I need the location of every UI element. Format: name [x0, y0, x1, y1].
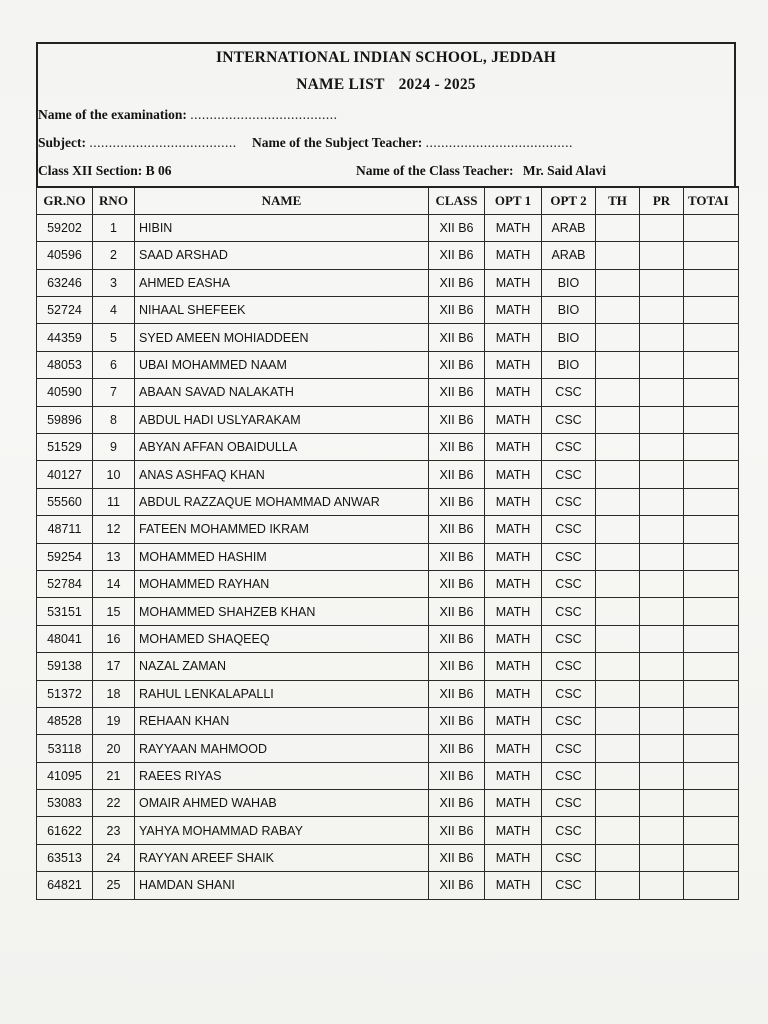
th-mark-cell: [596, 543, 640, 570]
rno-cell: 24: [93, 844, 135, 871]
th-mark-cell: [596, 351, 640, 378]
rno-cell: 7: [93, 379, 135, 406]
class-cell: XII B6: [429, 570, 485, 597]
opt1-cell: MATH: [485, 434, 542, 461]
pr-mark-cell: [640, 817, 684, 844]
name-cell: ABDUL RAZZAQUE MOHAMMAD ANWAR: [135, 488, 429, 515]
subject-line: [38, 135, 237, 151]
table-row: [37, 735, 739, 762]
table-row: [37, 324, 739, 351]
th-mark-cell: [596, 297, 640, 324]
table-row: [37, 872, 739, 899]
col-pr-header: PR: [640, 187, 684, 214]
pr-mark-cell: [640, 680, 684, 707]
opt2-cell: CSC: [542, 406, 596, 433]
name-cell: UBAI MOHAMMED NAAM: [135, 351, 429, 378]
pr-mark-cell: [640, 844, 684, 871]
class-cell: XII B6: [429, 762, 485, 789]
subject-teacher-line: [252, 135, 573, 151]
opt2-cell: BIO: [542, 351, 596, 378]
th-mark-cell: [596, 790, 640, 817]
th-mark-cell: [596, 653, 640, 680]
col-grno-header: GR.NO: [37, 187, 93, 214]
opt2-cell: CSC: [542, 598, 596, 625]
th-mark-cell: [596, 707, 640, 734]
pr-mark-cell: [640, 379, 684, 406]
grno-cell: 52784: [37, 570, 93, 597]
opt2-cell: CSC: [542, 379, 596, 406]
class-cell: XII B6: [429, 297, 485, 324]
opt1-cell: MATH: [485, 625, 542, 652]
total-mark-cell: [684, 680, 739, 707]
name-cell: FATEEN MOHAMMED IKRAM: [135, 516, 429, 543]
opt1-cell: MATH: [485, 269, 542, 296]
class-cell: XII B6: [429, 488, 485, 515]
rno-cell: 9: [93, 434, 135, 461]
table-row: [37, 707, 739, 734]
th-mark-cell: [596, 434, 640, 461]
opt2-cell: CSC: [542, 488, 596, 515]
class-cell: XII B6: [429, 269, 485, 296]
name-cell: HIBIN: [135, 214, 429, 241]
name-cell: OMAIR AHMED WAHAB: [135, 790, 429, 817]
table-row: [37, 242, 739, 269]
class-cell: XII B6: [429, 680, 485, 707]
opt1-cell: MATH: [485, 351, 542, 378]
name-cell: NIHAAL SHEFEEK: [135, 297, 429, 324]
opt1-cell: MATH: [485, 653, 542, 680]
rno-cell: 20: [93, 735, 135, 762]
table-row: [37, 598, 739, 625]
name-cell: MOHAMMED HASHIM: [135, 543, 429, 570]
pr-mark-cell: [640, 242, 684, 269]
pr-mark-cell: [640, 707, 684, 734]
pr-mark-cell: [640, 625, 684, 652]
col-th-header: TH: [596, 187, 640, 214]
rno-cell: 8: [93, 406, 135, 433]
pr-mark-cell: [640, 461, 684, 488]
class-cell: XII B6: [429, 543, 485, 570]
table-row: [37, 351, 739, 378]
exam-label: Name of the examination:: [38, 107, 187, 122]
opt2-cell: CSC: [542, 680, 596, 707]
table-row: [37, 379, 739, 406]
col-opt2-header: OPT 2: [542, 187, 596, 214]
opt1-cell: MATH: [485, 844, 542, 871]
total-mark-cell: [684, 242, 739, 269]
total-mark-cell: [684, 570, 739, 597]
name-cell: MOHAMED SHAQEEQ: [135, 625, 429, 652]
th-mark-cell: [596, 406, 640, 433]
class-cell: XII B6: [429, 790, 485, 817]
class-cell: XII B6: [429, 434, 485, 461]
total-mark-cell: [684, 598, 739, 625]
pr-mark-cell: [640, 269, 684, 296]
total-mark-cell: [684, 297, 739, 324]
grno-cell: 59254: [37, 543, 93, 570]
class-cell: XII B6: [429, 653, 485, 680]
table-row: [37, 269, 739, 296]
grno-cell: 48041: [37, 625, 93, 652]
opt2-cell: CSC: [542, 817, 596, 844]
class-cell: XII B6: [429, 707, 485, 734]
th-mark-cell: [596, 461, 640, 488]
total-mark-cell: [684, 762, 739, 789]
opt1-cell: MATH: [485, 735, 542, 762]
opt1-cell: MATH: [485, 680, 542, 707]
pr-mark-cell: [640, 324, 684, 351]
pr-mark-cell: [640, 872, 684, 899]
grno-cell: 61622: [37, 817, 93, 844]
table-row: [37, 543, 739, 570]
opt1-cell: MATH: [485, 379, 542, 406]
rno-cell: 12: [93, 516, 135, 543]
rno-cell: 22: [93, 790, 135, 817]
th-mark-cell: [596, 269, 640, 296]
pr-mark-cell: [640, 351, 684, 378]
rno-cell: 2: [93, 242, 135, 269]
name-cell: RAEES RIYAS: [135, 762, 429, 789]
rno-cell: 13: [93, 543, 135, 570]
pr-mark-cell: [640, 735, 684, 762]
opt1-cell: MATH: [485, 516, 542, 543]
total-mark-cell: [684, 488, 739, 515]
list-title: [36, 76, 736, 94]
table-row: [37, 488, 739, 515]
pr-mark-cell: [640, 516, 684, 543]
grno-cell: 48528: [37, 707, 93, 734]
name-cell: SAAD ARSHAD: [135, 242, 429, 269]
rno-cell: 14: [93, 570, 135, 597]
exam-blank: ......................................: [190, 107, 338, 122]
class-cell: XII B6: [429, 461, 485, 488]
exam-line: [38, 107, 337, 123]
opt2-cell: CSC: [542, 872, 596, 899]
class-teacher-line: [356, 163, 606, 179]
grno-cell: 59138: [37, 653, 93, 680]
grno-cell: 53151: [37, 598, 93, 625]
name-cell: YAHYA MOHAMMAD RABAY: [135, 817, 429, 844]
th-mark-cell: [596, 762, 640, 789]
th-mark-cell: [596, 844, 640, 871]
pr-mark-cell: [640, 406, 684, 433]
th-mark-cell: [596, 570, 640, 597]
grno-cell: 53083: [37, 790, 93, 817]
opt1-cell: MATH: [485, 543, 542, 570]
class-cell: XII B6: [429, 406, 485, 433]
grno-cell: 48053: [37, 351, 93, 378]
grno-cell: 52724: [37, 297, 93, 324]
rno-cell: 4: [93, 297, 135, 324]
class-cell: XII B6: [429, 735, 485, 762]
total-mark-cell: [684, 434, 739, 461]
th-mark-cell: [596, 735, 640, 762]
opt1-cell: MATH: [485, 707, 542, 734]
table-row: [37, 570, 739, 597]
academic-year: 2024 - 2025: [398, 76, 476, 93]
opt2-cell: CSC: [542, 735, 596, 762]
class-cell: XII B6: [429, 214, 485, 241]
grno-cell: 48711: [37, 516, 93, 543]
grno-cell: 63246: [37, 269, 93, 296]
opt2-cell: CSC: [542, 844, 596, 871]
opt1-cell: MATH: [485, 872, 542, 899]
pr-mark-cell: [640, 434, 684, 461]
rno-cell: 19: [93, 707, 135, 734]
name-cell: AHMED EASHA: [135, 269, 429, 296]
name-cell: ABAAN SAVAD NALAKATH: [135, 379, 429, 406]
opt2-cell: CSC: [542, 707, 596, 734]
opt2-cell: CSC: [542, 434, 596, 461]
total-mark-cell: [684, 269, 739, 296]
pr-mark-cell: [640, 488, 684, 515]
class-cell: XII B6: [429, 351, 485, 378]
th-mark-cell: [596, 379, 640, 406]
grno-cell: 59896: [37, 406, 93, 433]
opt2-cell: CSC: [542, 625, 596, 652]
table-row: [37, 461, 739, 488]
table-row: [37, 214, 739, 241]
name-cell: RAYYAN AREEF SHAIK: [135, 844, 429, 871]
pr-mark-cell: [640, 762, 684, 789]
name-cell: ABYAN AFFAN OBAIDULLA: [135, 434, 429, 461]
rno-cell: 18: [93, 680, 135, 707]
table-row: [37, 817, 739, 844]
class-section: Class XII Section: B 06: [38, 163, 172, 178]
total-mark-cell: [684, 516, 739, 543]
pr-mark-cell: [640, 598, 684, 625]
name-cell: RAYYAAN MAHMOOD: [135, 735, 429, 762]
opt2-cell: CSC: [542, 461, 596, 488]
opt1-cell: MATH: [485, 242, 542, 269]
pr-mark-cell: [640, 790, 684, 817]
total-mark-cell: [684, 543, 739, 570]
rno-cell: 6: [93, 351, 135, 378]
opt1-cell: MATH: [485, 598, 542, 625]
grno-cell: 40596: [37, 242, 93, 269]
table-row: [37, 844, 739, 871]
table-row: [37, 434, 739, 461]
name-cell: RAHUL LENKALAPALLI: [135, 680, 429, 707]
opt2-cell: CSC: [542, 790, 596, 817]
pr-mark-cell: [640, 297, 684, 324]
grno-cell: 51529: [37, 434, 93, 461]
pr-mark-cell: [640, 570, 684, 597]
rno-cell: 10: [93, 461, 135, 488]
table-row: [37, 762, 739, 789]
th-mark-cell: [596, 214, 640, 241]
th-mark-cell: [596, 488, 640, 515]
total-mark-cell: [684, 653, 739, 680]
name-cell: ANAS ASHFAQ KHAN: [135, 461, 429, 488]
rno-cell: 21: [93, 762, 135, 789]
grno-cell: 63513: [37, 844, 93, 871]
pr-mark-cell: [640, 653, 684, 680]
opt1-cell: MATH: [485, 488, 542, 515]
opt1-cell: MATH: [485, 461, 542, 488]
name-cell: ABDUL HADI USLYARAKAM: [135, 406, 429, 433]
th-mark-cell: [596, 242, 640, 269]
grno-cell: 51372: [37, 680, 93, 707]
th-mark-cell: [596, 680, 640, 707]
table-row: [37, 653, 739, 680]
rno-cell: 3: [93, 269, 135, 296]
pr-mark-cell: [640, 543, 684, 570]
name-list-table: [36, 186, 739, 900]
rno-cell: 5: [93, 324, 135, 351]
opt2-cell: BIO: [542, 297, 596, 324]
col-name-header: NAME: [135, 187, 429, 214]
grno-cell: 53118: [37, 735, 93, 762]
th-mark-cell: [596, 625, 640, 652]
col-total-header: TOTAI: [684, 187, 739, 214]
opt2-cell: ARAB: [542, 242, 596, 269]
opt2-cell: CSC: [542, 516, 596, 543]
class-cell: XII B6: [429, 817, 485, 844]
name-cell: HAMDAN SHANI: [135, 872, 429, 899]
grno-cell: 55560: [37, 488, 93, 515]
total-mark-cell: [684, 844, 739, 871]
opt2-cell: BIO: [542, 269, 596, 296]
grno-cell: 40590: [37, 379, 93, 406]
grno-cell: 41095: [37, 762, 93, 789]
opt1-cell: MATH: [485, 324, 542, 351]
total-mark-cell: [684, 406, 739, 433]
grno-cell: 40127: [37, 461, 93, 488]
class-cell: XII B6: [429, 516, 485, 543]
school-title: INTERNATIONAL INDIAN SCHOOL, JEDDAH: [215, 49, 556, 66]
class-cell: XII B6: [429, 625, 485, 652]
opt1-cell: MATH: [485, 790, 542, 817]
grno-cell: 64821: [37, 872, 93, 899]
total-mark-cell: [684, 872, 739, 899]
total-mark-cell: [684, 379, 739, 406]
table-row: [37, 680, 739, 707]
total-mark-cell: [684, 625, 739, 652]
name-cell: MOHAMMED RAYHAN: [135, 570, 429, 597]
rno-cell: 15: [93, 598, 135, 625]
opt1-cell: MATH: [485, 817, 542, 844]
col-opt1-header: OPT 1: [485, 187, 542, 214]
subject-blank: ......................................: [89, 135, 237, 150]
col-class-header: CLASS: [429, 187, 485, 214]
name-cell: REHAAN KHAN: [135, 707, 429, 734]
opt2-cell: CSC: [542, 653, 596, 680]
opt2-cell: BIO: [542, 324, 596, 351]
pr-mark-cell: [640, 214, 684, 241]
opt2-cell: CSC: [542, 543, 596, 570]
opt1-cell: MATH: [485, 214, 542, 241]
grno-cell: 59202: [37, 214, 93, 241]
grno-cell: 44359: [37, 324, 93, 351]
th-mark-cell: [596, 598, 640, 625]
th-mark-cell: [596, 516, 640, 543]
subject-teacher-blank: ......................................: [425, 135, 573, 150]
opt2-cell: CSC: [542, 762, 596, 789]
table-row: [37, 297, 739, 324]
opt1-cell: MATH: [485, 297, 542, 324]
rno-cell: 1: [93, 214, 135, 241]
rno-cell: 17: [93, 653, 135, 680]
table-row: [37, 516, 739, 543]
opt1-cell: MATH: [485, 762, 542, 789]
class-cell: XII B6: [429, 872, 485, 899]
total-mark-cell: [684, 707, 739, 734]
class-cell: XII B6: [429, 379, 485, 406]
subject-label: Subject:: [38, 135, 86, 150]
total-mark-cell: [684, 324, 739, 351]
name-cell: MOHAMMED SHAHZEB KHAN: [135, 598, 429, 625]
class-cell: XII B6: [429, 324, 485, 351]
rno-cell: 16: [93, 625, 135, 652]
rno-cell: 23: [93, 817, 135, 844]
total-mark-cell: [684, 735, 739, 762]
opt1-cell: MATH: [485, 570, 542, 597]
total-mark-cell: [684, 214, 739, 241]
th-mark-cell: [596, 872, 640, 899]
class-teacher-name: Mr. Said Alavi: [522, 163, 607, 178]
class-teacher-label: Name of the Class Teacher:: [356, 163, 514, 178]
opt2-cell: CSC: [542, 570, 596, 597]
total-mark-cell: [684, 351, 739, 378]
class-cell: XII B6: [429, 242, 485, 269]
name-cell: NAZAL ZAMAN: [135, 653, 429, 680]
th-mark-cell: [596, 817, 640, 844]
opt1-cell: MATH: [485, 406, 542, 433]
class-cell: XII B6: [429, 844, 485, 871]
table-row: [37, 625, 739, 652]
class-cell: XII B6: [429, 598, 485, 625]
col-rno-header: RNO: [93, 187, 135, 214]
table-header-row: [37, 187, 739, 214]
rno-cell: 25: [93, 872, 135, 899]
name-cell: SYED AMEEN MOHIADDEEN: [135, 324, 429, 351]
table-row: [37, 406, 739, 433]
th-mark-cell: [596, 324, 640, 351]
list-label: NAME LIST: [296, 76, 385, 93]
total-mark-cell: [684, 461, 739, 488]
total-mark-cell: [684, 790, 739, 817]
total-mark-cell: [684, 817, 739, 844]
opt2-cell: ARAB: [542, 214, 596, 241]
rno-cell: 11: [93, 488, 135, 515]
subject-teacher-label: Name of the Subject Teacher:: [252, 135, 423, 150]
table-row: [37, 790, 739, 817]
